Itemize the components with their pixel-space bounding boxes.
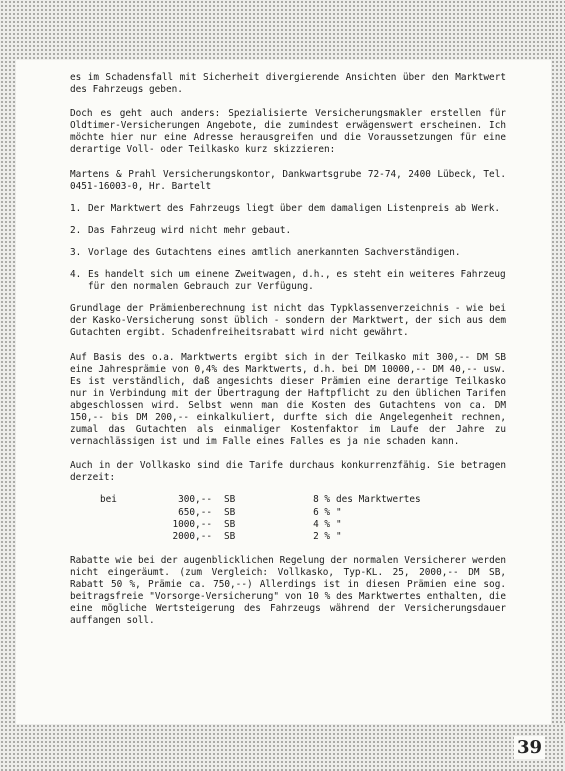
paragraph-rebates: Rabatte wie bei der augenblicklichen Regelung der normalen Versicherer werden nicht eingeräumt. (zum Vergleich: Vollkasko, Typ-KL. 25, 2000,-- DM SB, Rabatt 50 %, Prämie ca. 750,--) Allerdings ist in diesen Prämien eine sog. beitragsfreie "Vorsorge-Versicherung" von 10 % des Marktwertes enthalten, die eine mögliche Wertsteigerung des Fahrzeugs während der Versicherungsdauer auffangen soll.: [70, 554, 506, 627]
rate-unit: SB: [224, 518, 236, 530]
table-row: [100, 531, 456, 543]
vollkasko-rates-table: [100, 494, 456, 542]
paragraph-broker-address: Martens & Prahl Versicherungskontor, Dankwartsgrube 72-74, 2400 Lübeck, Tel. 0451-16003-0, Hr. Bartelt: [70, 168, 506, 192]
list-item-number: 1.: [70, 202, 82, 214]
rate-unit: SB: [224, 506, 236, 518]
rate-amount: 1000,--: [172, 518, 212, 530]
rate-basis: des Marktwertes: [336, 494, 421, 506]
paragraph-premium-basis: Grundlage der Prämienberechnung ist nicht das Typklassenverzeichnis - wie bei der Kasko-Versicherung sonst üblich - sondern der Marktwert, der sich aus dem Gutachten ergibt. Schadenfreiheitsrabatt wird nicht gewährt.: [70, 303, 506, 339]
list-item: [70, 269, 506, 293]
paragraph-broker-offers: Doch es geht auch anders: Spezialisierte Versicherungsmakler erstellen für Oldtimer-Versicherungen Angebote, die zumindest erwägenswert erscheinen. Ich möchte hier nur eine Adresse herausgreifen und die Voraussetzungen für eine derartige Voll- oder Teilkasko kurz skizzieren:: [70, 108, 506, 156]
rate-amount: 300,--: [178, 494, 212, 506]
dotted-margin-left: [0, 0, 16, 771]
rate-unit: SB: [224, 494, 236, 506]
rates-prefix: bei: [100, 494, 117, 506]
dotted-margin-top: [0, 0, 565, 60]
rate-amount: 650,--: [178, 506, 212, 518]
rate-amount: 2000,--: [172, 530, 212, 542]
rate-percent: 2 %: [313, 530, 330, 542]
list-item-number: 4.: [70, 269, 82, 281]
dotted-margin-right: [551, 0, 565, 771]
list-item-text: Vorlage des Gutachtens eines amtlich anerkannten Sachverständigen.: [88, 246, 461, 258]
list-item-number: 2.: [70, 224, 82, 236]
paragraph-intro: es im Schadensfall mit Sicherheit divergierende Ansichten über den Marktwert des Fahrzeugs geben.: [70, 72, 506, 96]
table-row: [100, 519, 456, 531]
rate-percent: 8 %: [313, 494, 330, 506]
list-item-number: 3.: [70, 246, 82, 258]
table-row: [100, 494, 456, 506]
list-item: [70, 247, 506, 259]
list-item-text: Der Marktwert des Fahrzeugs liegt über dem damaligen Listenpreis ab Werk.: [88, 202, 501, 214]
rate-percent: 6 %: [313, 506, 330, 518]
paragraph-vollkasko-intro: Auch in der Vollkasko sind die Tarife durchaus konkurrenzfähig. Sie betragen derzeit:: [70, 460, 506, 484]
rate-basis: ": [336, 506, 342, 518]
paragraph-teilkasko: Auf Basis des o.a. Marktwerts ergibt sich in der Teilkasko mit 300,-- DM SB eine Jahresprämie von 0,4% des Marktwerts, d.h. bei DM 10000,-- DM 40,-- usw. Es ist verständlich, daß angesichts dieser Prämien eine derartige Teilkasko nur in Verbindung mit der Übertragung der Haftpflicht zu den üblichen Tarifen abgeschlossen wird. Selbst wenn man die Kosten des Gutachtens von ca. DM 150,-- bis DM 200,-- einkalkuliert, durfte sich die Angelegenheit rechnen, zumal das Gutachten als einmaliger Kostenfaktor im Laufe der Jahre zu vernachlässigen ist und im Falle eines Falles es ja nie schaden kann.: [70, 351, 506, 448]
list-item: [70, 203, 506, 215]
list-item: [70, 225, 506, 237]
page-text-body: [70, 72, 506, 627]
dotted-margin-bottom: [0, 724, 565, 771]
list-item-text: Es handelt sich um einene Zweitwagen, d.h., es steht ein weiteres Fahrzeug für den normalen Gebrauch zur Verfügung.: [88, 269, 506, 293]
rate-basis: ": [336, 518, 342, 530]
list-item-text: Das Fahrzeug wird nicht mehr gebaut.: [88, 224, 292, 236]
requirements-list: [70, 203, 506, 293]
rate-basis: ": [336, 530, 342, 542]
rate-percent: 4 %: [313, 518, 330, 530]
table-row: [100, 507, 456, 519]
page-number: 39: [514, 736, 545, 759]
rate-unit: SB: [224, 530, 236, 542]
